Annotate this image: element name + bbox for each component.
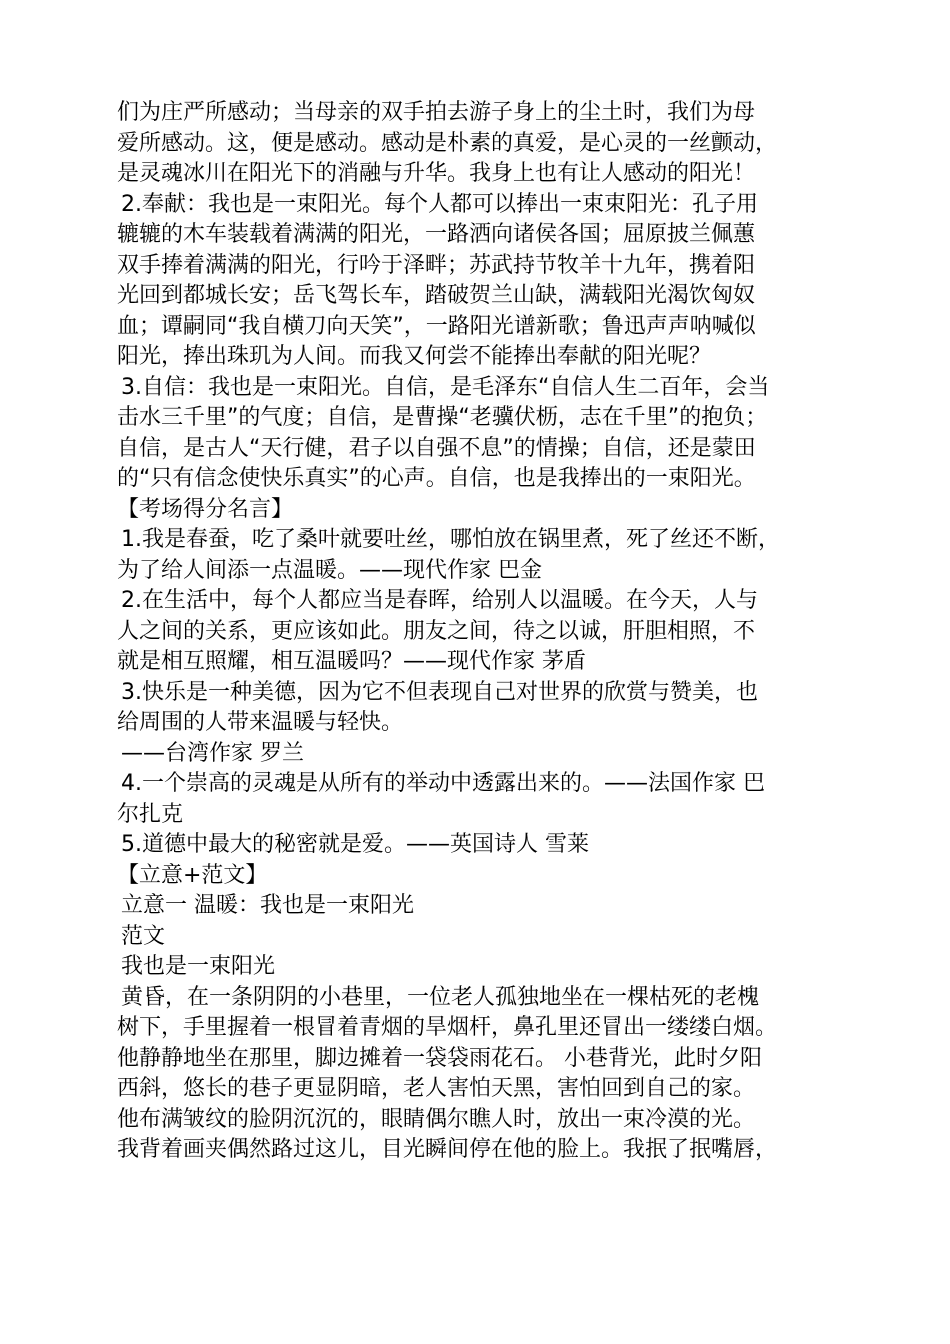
text-line: 是灵魂冰川在阳光下的消融与升华。我身上也有让人感动的阳光！ (117, 161, 756, 186)
text-line: 尔扎克 (117, 801, 184, 827)
text-line: 爱所感动。这，便是感动。感动是朴素的真爱，是心灵的一丝颤动， (117, 130, 778, 156)
section-2-line: 2.奉献：我也是一束阳光。每个人都可以捧出一束束阳光：孔子用 (121, 191, 758, 217)
quote-5-line: 5.道德中最大的秘密就是爱。——英国诗人 雪莱 (121, 832, 589, 857)
text-line: 的“只有信念使快乐真实”的心声。自信，也是我捧出的一束阳光。 (117, 466, 756, 491)
text-line: 阳光，捧出珠玑为人间。而我又何尝不能捧出奉献的阳光呢？ (117, 344, 712, 369)
quote-1-line: 1.我是春蚕，吃了桑叶就要吐丝，哪怕放在锅里煮，死了丝还不断， (121, 527, 780, 552)
text-line: 光回到都城长安；岳飞驾长车，踏破贺兰山缺，满载阳光渴饮匈奴 (117, 283, 756, 308)
text-line: 双手捧着满满的阳光，行吟于泽畔；苏武持节牧羊十九年，携着阳 (117, 252, 756, 278)
heading-quotes: 【考场得分名言】 (117, 496, 294, 522)
text-line: 树下，手里握着一根冒着青烟的旱烟杆，鼻孔里还冒出一缕缕白烟。 (117, 1015, 778, 1040)
essay-label: 范文 (121, 923, 166, 949)
text-line: 西斜，悠长的巷子更显阴暗，老人害怕天黑，害怕回到自己的家。 (117, 1076, 756, 1101)
quote-4-line: 4.一个崇高的灵魂是从所有的举动中透露出来的。——法国作家 巴 (121, 771, 765, 796)
essay-para-line: 黄昏，在一条阴阴的小巷里，一位老人孤独地坐在一棵枯死的老槐 (121, 984, 760, 1010)
text-line: 击水三千里”的气度；自信，是曹操“老骥伏枥，志在千里”的抱负； (117, 405, 768, 430)
text-line: 我背着画夹偶然路过这儿，目光瞬间停在他的脸上。我抿了抿嘴唇， (117, 1137, 778, 1162)
text-line: 辘辘的木车装载着满满的阳光，一路洒向诸侯各国；屈原披兰佩蕙 (117, 222, 756, 247)
text-line: ——台湾作家 罗兰 (121, 740, 304, 766)
text-line: 们为庄严所感动；当母亲的双手拍去游子身上的尘土时，我们为母 (117, 100, 756, 125)
text-line: 人之间的关系，更应该如此。朋友之间，待之以诚，肝胆相照，不 (117, 618, 756, 644)
text-line: 为了给人间添一点温暖。——现代作家 巴金 (117, 557, 542, 583)
quote-3-line: 3.快乐是一种美德，因为它不但表现自己对世界的欣赏与赞美，也 (121, 679, 758, 705)
article-body (117, 98, 837, 1166)
text-line: 自信，是古人“天行健，君子以自强不息”的情操；自信，还是蒙田 (117, 435, 756, 461)
text-line: 他布满皱纹的脸阴沉沉的，眼睛偶尔瞧人时，放出一束冷漠的光。 (117, 1106, 756, 1132)
section-3-line: 3.自信：我也是一束阳光。自信，是毛泽东“自信人生二百年，会当 (121, 374, 770, 400)
theme-1-line: 立意一 温暖：我也是一束阳光 (121, 893, 414, 918)
essay-title: 我也是一束阳光 (121, 954, 276, 979)
quote-2-line: 2.在生活中，每个人都应当是春晖，给别人以温暖。在今天，人与 (121, 588, 758, 613)
heading-theme-essay: 【立意+范文】 (117, 862, 268, 888)
text-line: 血；谭嗣同“我自横刀向天笑”，一路阳光谱新歌；鲁迅声声呐喊似 (117, 313, 756, 339)
text-line: 给周围的人带来温暖与轻快。 (117, 710, 404, 735)
text-line: 他静静地坐在那里，脚边摊着一袋袋雨花石。 小巷背光，此时夕阳 (117, 1045, 762, 1071)
text-line: 就是相互照耀，相互温暖吗？——现代作家 茅盾 (117, 649, 586, 674)
